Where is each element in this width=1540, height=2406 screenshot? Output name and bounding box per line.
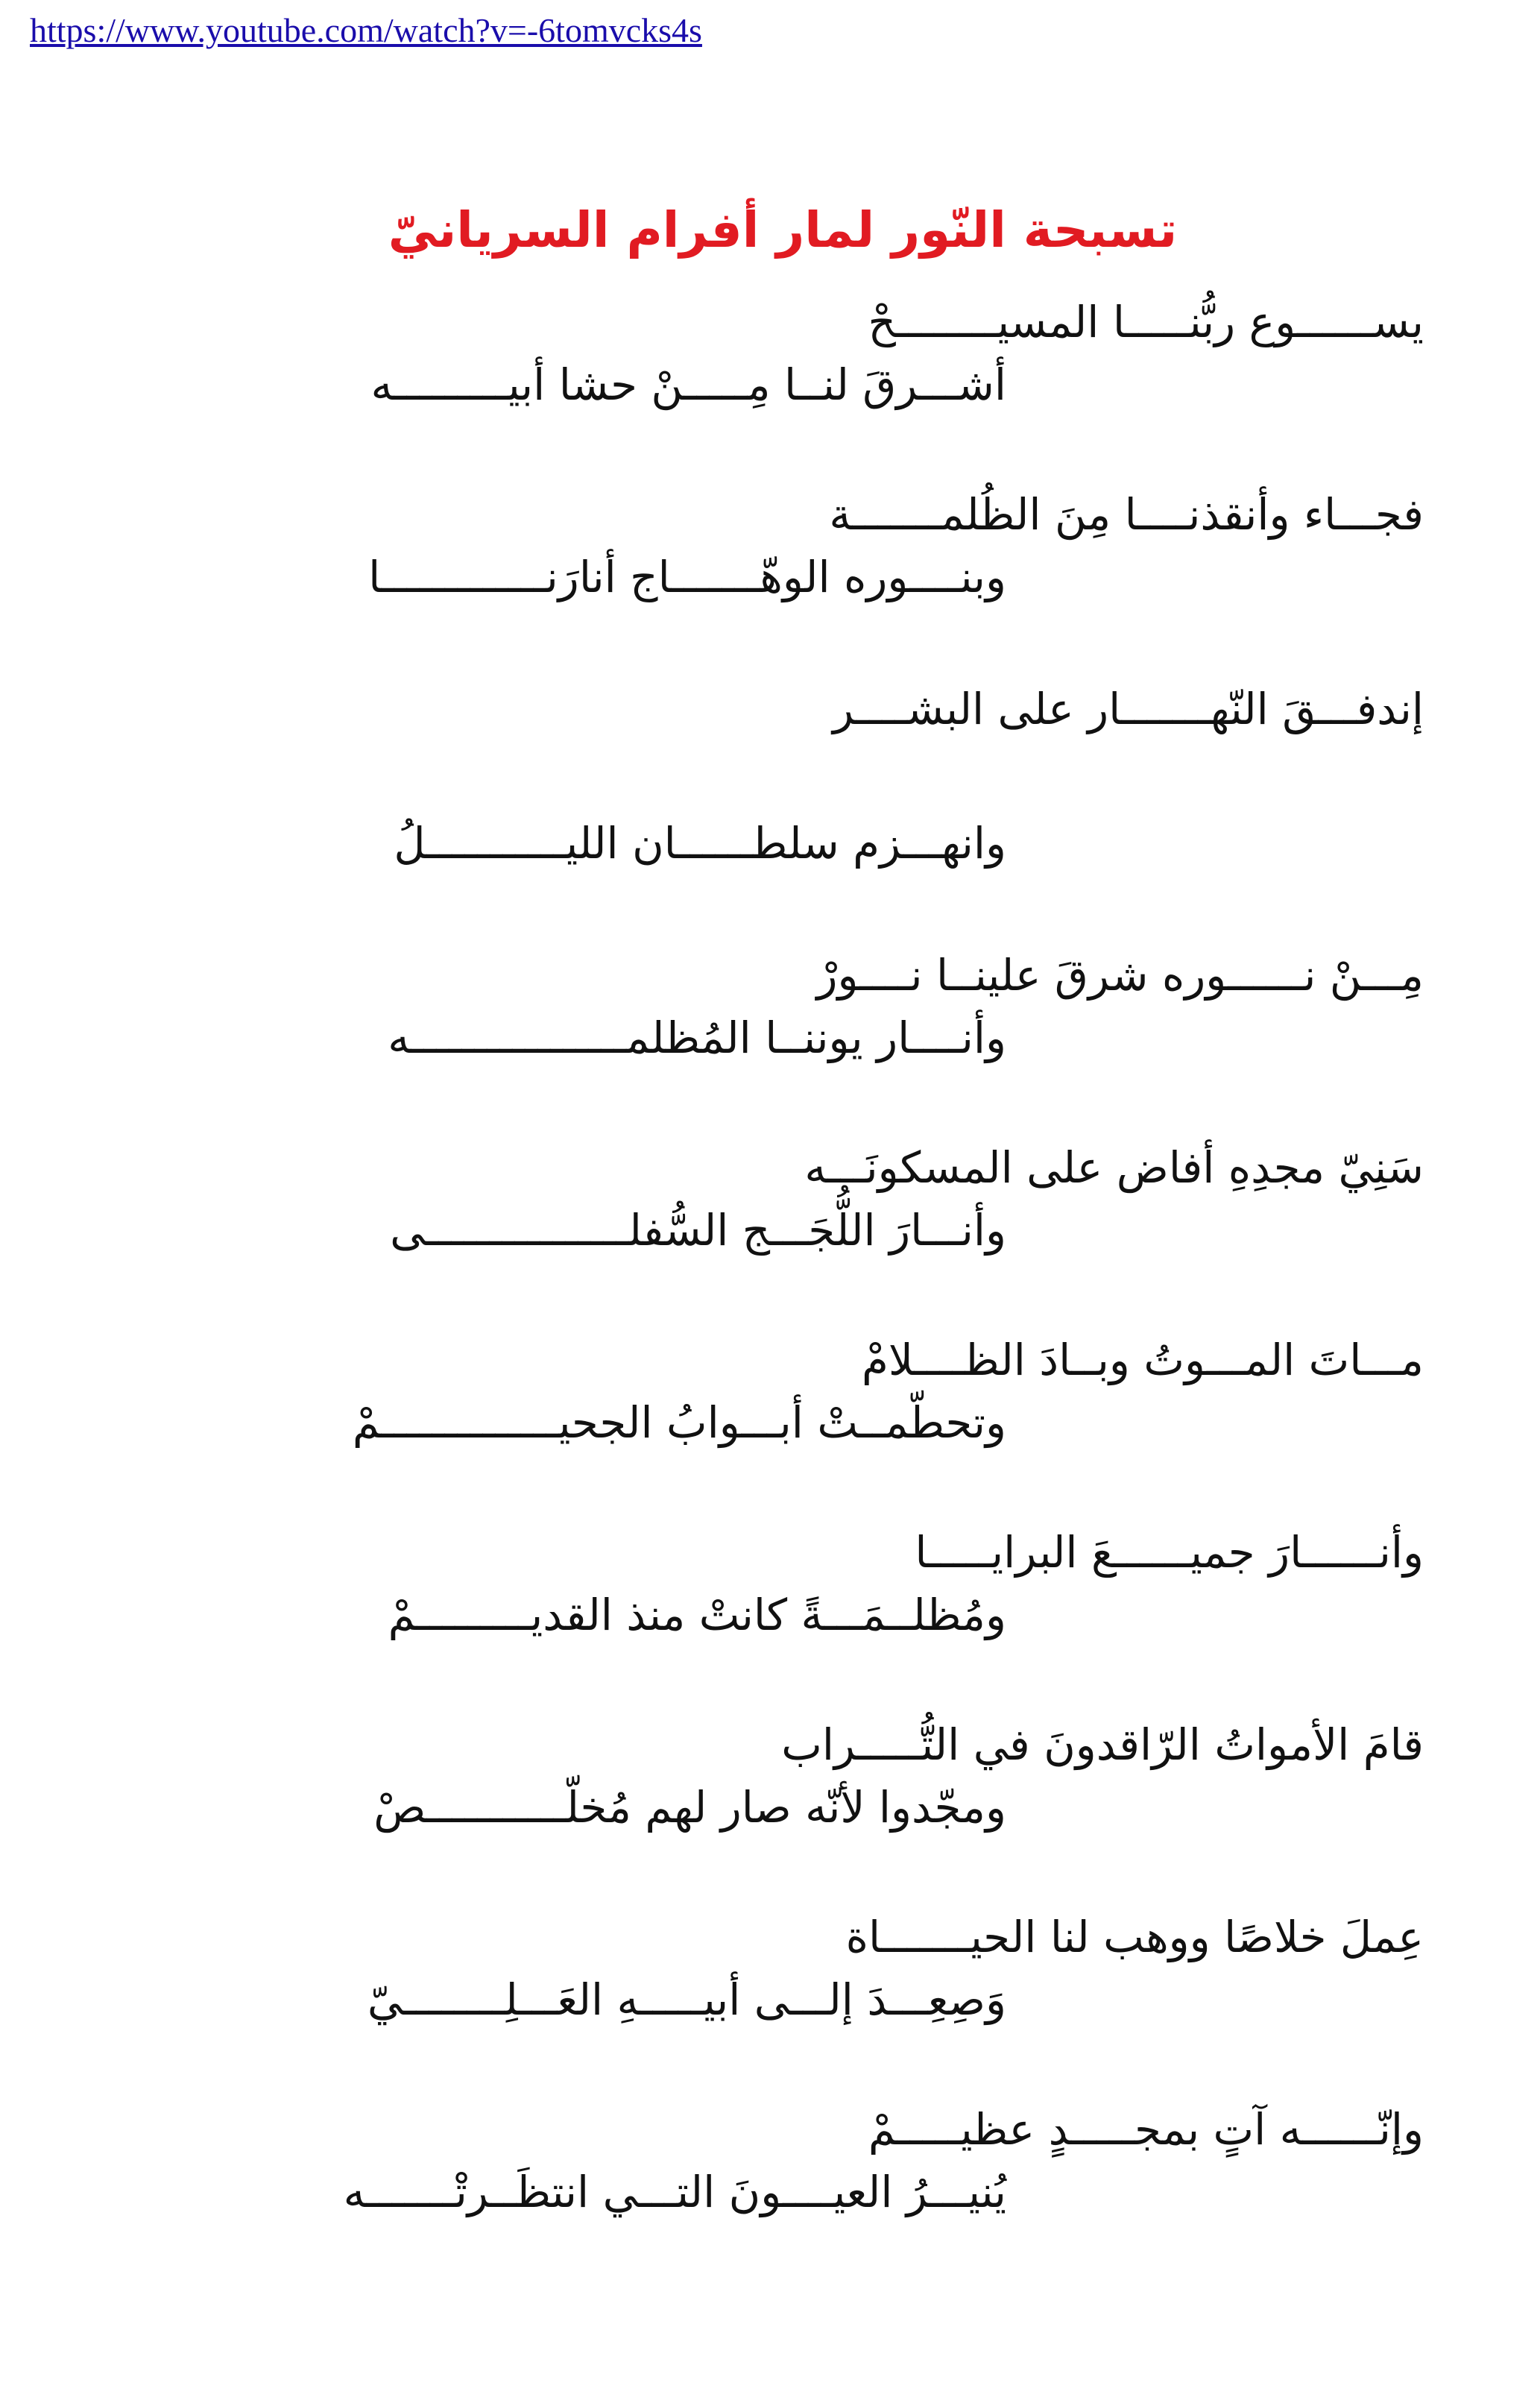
verse-line: مِـــنْ نــــــوره شرقَ علينــا نــــورْ (816, 950, 1424, 1001)
poem-body (171, 291, 1424, 2290)
stanza-10 (171, 1906, 1424, 2031)
stanza-2 (171, 483, 1424, 608)
verse-line: وأنــــار يوننــا المُظلمـــــــــــــــــه (388, 1013, 1006, 1063)
stanza-9 (171, 1713, 1424, 1839)
verse-line: يســــــوع ربُّنـــــا المسيــــــــحْ (868, 297, 1424, 347)
stanza-11 (171, 2098, 1424, 2223)
verse-line: وبنــــوره الوهّـــــــاج أنارَنـــــــــــــا (368, 552, 1006, 602)
verse-line: ومجّدوا لأنّه صار لهم مُخلّـــــــــــصْ (373, 1782, 1006, 1833)
verse-line: وَصِعِـــدَ إلـــى أبيـــــهِ العَـــلِــــــــيّ (367, 1974, 1006, 2025)
stanza-8 (171, 1521, 1424, 1646)
verse-line: وأنــــــارَ جميــــــعَ البرايـــــا (915, 1527, 1424, 1578)
verse-line: عِملَ خلاصًا ووهب لنا الحيـــــــاة (845, 1912, 1424, 1962)
stanza-7 (171, 1329, 1424, 1454)
stanza-3 (171, 675, 1424, 743)
verse-line: قامَ الأمواتُ الرّاقدونَ في التُّـــــراب (781, 1719, 1424, 1770)
verse-line: ومُظلــمَـــةً كانتْ منذ القديـــــــــمْ (388, 1590, 1006, 1640)
verse-line: وإنّــــــه آتٍ بمجـــــدٍ عظيـــــمْ (868, 2104, 1424, 2155)
verse-line: سَنِيّ مجدِهِ أفاض على المسكونَـــه (804, 1142, 1424, 1193)
verse-line: يُنيـــرُ العيــــونَ التـــي انتظَــرتْـــــــه (343, 2167, 1006, 2217)
verse-line: أشـــرقَ لنــا مِـــــنْ حشا أبيـــــــــه (370, 359, 1006, 410)
verse-line: وتحطّمــتْ أبـــوابُ الجحيــــــــــــــمْ (352, 1397, 1006, 1448)
stanza-5 (171, 944, 1424, 1069)
verse-line: وانهـــزم سلطــــــان الليـــــــــــلُ (394, 818, 1006, 869)
poem-title: تسبحة النّور لمار أفرام السريانيّ (388, 201, 1178, 259)
verse-line: مـــاتَ المـــوتُ وبــادَ الظــــلامْ (862, 1335, 1424, 1385)
stanza-6 (171, 1136, 1424, 1262)
stanza-1 (171, 291, 1424, 416)
verse-line: وأنـــارَ اللُّجَـــج السُّفلــــــــــــــــى (390, 1205, 1006, 1256)
stanza-4 (171, 810, 1424, 877)
youtube-link[interactable]: https://www.youtube.com/watch?v=-6tomvcks4s (30, 11, 702, 49)
verse-line: فجـــاء وأنقذنــــا مِنَ الظُلمـــــــة (829, 489, 1424, 540)
verse-line: إندفـــقَ النّهـــــــار على البشــــر (833, 684, 1424, 734)
